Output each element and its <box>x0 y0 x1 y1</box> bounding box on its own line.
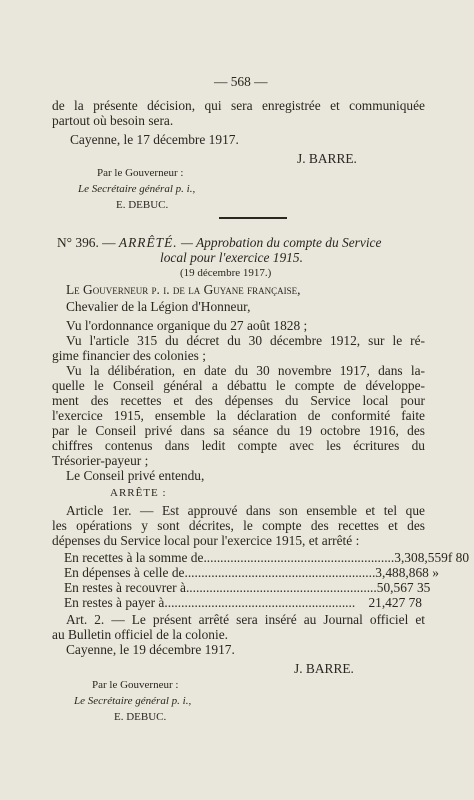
arrete-heading <box>57 235 381 250</box>
amount-label: En restes à recouvrer à <box>64 580 186 595</box>
arrete-verb: ARRÊTE : <box>110 487 167 499</box>
arrete-title-line-2: local pour l'exercice 1915. <box>160 250 303 265</box>
amount-label: En dépenses à celle de <box>64 565 185 580</box>
body-line-2: Vu l'article 315 du décret du 30 décembre 1912, sur le ré- <box>66 333 425 348</box>
top-secretaire-name: E. DEBUC. <box>116 199 169 211</box>
amount-row-restes-recouvrer <box>64 580 431 595</box>
amount-value: 3,488,868 » <box>375 565 439 580</box>
amount-label: En recettes à la somme de <box>64 550 204 565</box>
body-line-7: l'exercice 1915, ensemble la déclaration de conformité faite <box>52 408 425 423</box>
amount-row-depenses <box>64 565 439 580</box>
amount-label: En restes à payer à <box>64 595 165 610</box>
arrete-kind: ARRÊTÉ. <box>118 235 178 250</box>
arrete-dash: — <box>102 235 116 250</box>
section-divider <box>219 217 287 219</box>
article1-line-3: dépenses du Service local pour l'exercice 1915, et arrêté : <box>52 533 360 548</box>
arrete-signature: J. BARRE. <box>294 661 354 676</box>
amount-row-recettes <box>64 550 470 565</box>
arrete-secretaire: Le Secrétaire général p. i., <box>74 695 192 707</box>
top-place-date: Cayenne, le 17 décembre 1917. <box>70 132 239 147</box>
top-par-gouverneur: Par le Gouverneur : <box>97 167 184 179</box>
body-line-1: Vu l'ordonnance organique du 27 août 1828 ; <box>66 318 308 333</box>
article1-line-1: Article 1er. — Est approuvé dans son ensemble et tel que <box>66 503 425 518</box>
arrete-gouverneur: Le Gouverneur p. i. de la Guyane française, <box>66 282 301 297</box>
top-text-line-2: partout où besoin sera. <box>52 113 174 128</box>
arrete-number: N° 396. <box>57 235 99 250</box>
leader-dots: ......................................................... <box>185 580 377 595</box>
body-line-11: Le Conseil privé entendu, <box>66 468 205 483</box>
body-line-9: chiffres contenus dans ledit compte avec les écritures du <box>52 438 425 453</box>
body-line-10: Trésorier-payeur ; <box>52 453 149 468</box>
article2-line-1: Art. 2. — Le présent arrêté sera inséré au Journal officiel et <box>66 612 425 627</box>
body-line-6: ment des recettes et des dépenses du Service local pour <box>52 393 425 408</box>
top-signature: J. BARRE. <box>297 151 357 166</box>
body-line-3: gime financier des colonies ; <box>52 348 206 363</box>
arrete-date: (19 décembre 1917.) <box>180 267 272 279</box>
arrete-secretaire-name: E. DEBUC. <box>114 711 167 723</box>
body-line-8: par le Conseil privé dans sa séance du 19 octobre 1916, des <box>52 423 425 438</box>
article2-line-2: au Bulletin officiel de la colonie. <box>52 627 229 642</box>
amount-value: 50,567 35 <box>376 580 431 595</box>
arrete-place-date: Cayenne, le 19 décembre 1917. <box>66 642 235 657</box>
top-secretaire: Le Secrétaire général p. i., <box>78 183 196 195</box>
article1-line-2: les opérations y sont décrites, le compte des recettes et des <box>52 518 425 533</box>
leader-dots: ......................................................... <box>164 595 356 610</box>
amount-value: 3,308,559f 80 <box>394 550 470 565</box>
body-line-5: quelle le Conseil général a débattu le compte de développe- <box>52 378 425 393</box>
body-line-4: Vu la délibération, en date du 30 novembre 1917, dans la- <box>66 363 425 378</box>
leader-dots: ......................................................... <box>203 550 395 565</box>
arrete-chevalier: Chevalier de la Légion d'Honneur, <box>66 299 251 314</box>
top-text-line-1: de la présente décision, qui sera enregistrée et communiquée <box>52 98 425 113</box>
leader-dots: ......................................................... <box>184 565 376 580</box>
arrete-title-line-1: — Approbation du compte du Service <box>180 235 382 250</box>
arrete-par-gouverneur: Par le Gouverneur : <box>92 679 179 691</box>
amount-value: 21,427 78 <box>368 595 422 610</box>
page-number: — 568 — <box>214 74 268 89</box>
amount-row-restes-payer <box>64 595 422 610</box>
